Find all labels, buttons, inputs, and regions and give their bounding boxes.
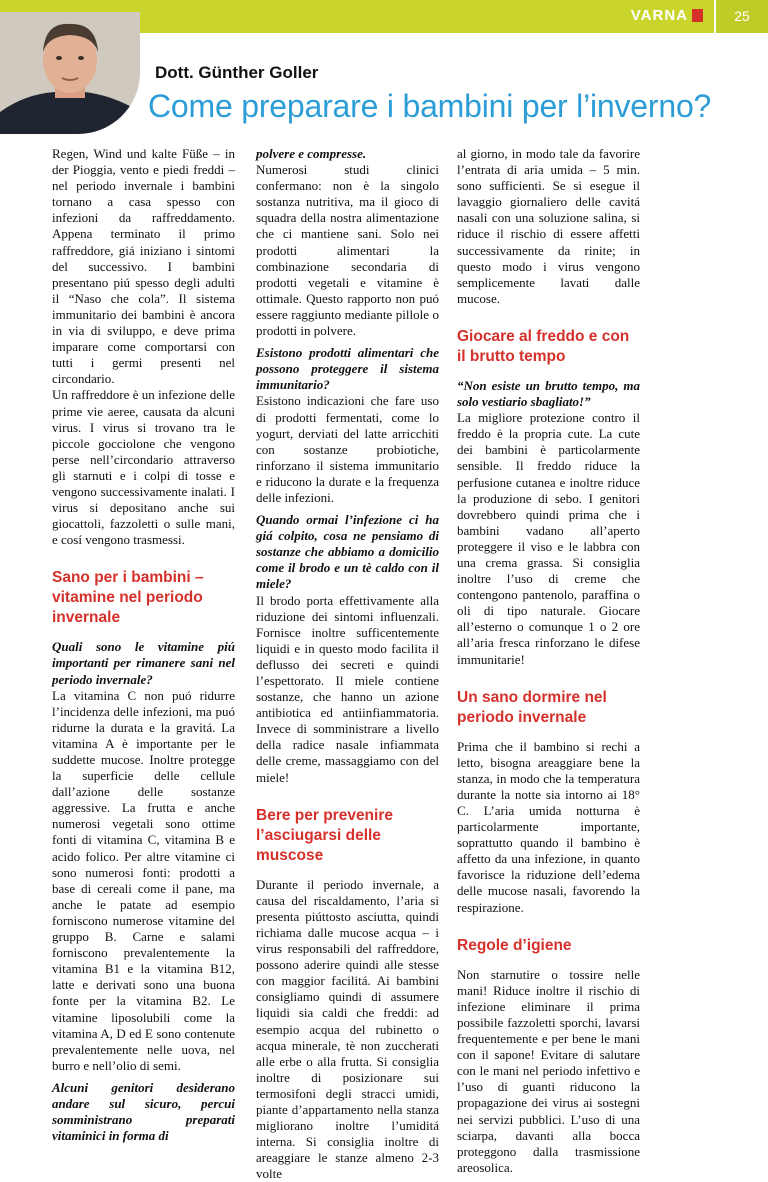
author-photo <box>0 12 140 134</box>
question: “Non esiste un brutto tempo, ma solo vestiario sbagliato!” <box>457 377 640 410</box>
author-portrait-icon <box>0 12 140 134</box>
brand-mark-icon <box>692 9 703 22</box>
paragraph: Non starnutire o tossire nelle mani! Riduce inoltre il rischio di infezione eliminare il prima possibile fazzoletti sporchi, lavarsi frequentemente e per bene le mani con il sapone! Evitare di salutare con le mani nel periodo infettivo e l’uso di guanti riducono la propagazione dei virus ai sostegni nei servizi pubblici. L’uso di una sciarpa, davanti alla bocca proteggono dalla trasmissione areosolica. <box>457 966 640 1175</box>
column-2 <box>256 146 439 1182</box>
page-number: 25 <box>714 0 768 33</box>
section-heading: Regole d’igiene <box>457 936 572 954</box>
paragraph: La migliore protezione contro il freddo è la propria cute. La cute dei bambini è particolarmente sensible. Il freddo riduce la perfusione cutanea e inoltre riduce la produzione di sebo. I genitori dovrebbero quindi prima che i bambini vadano all’aperto proteggere il viso e le labbra con una crema grassa. Si consiglia inoltre l’uso di creme che contengono pantenolo, paraffina o oli di tipo naturale. Giocare all’esterno o comunque 1 o 2 ore all’aria fresca rinforzano le difese immunitarie! <box>457 410 640 667</box>
section-heading: Sano per i bambini – vitamine nel periodo invernale <box>52 569 204 627</box>
question: Esistono prodotti alimentari che possono proteggere il sistema immunitario? <box>256 345 439 393</box>
question: Quali sono le vitamine piú importanti per rimanere sani nel periodo invernale? <box>52 639 235 687</box>
paragraph: al giorno, in modo tale da favorire l’entrata di aria umida – 5 min. sono sufficienti. Se si esegue il lavaggio giornaliero delle cavitá nasali con una soluzione salina, si riduce il rischio di essere affetti successivamente da rinite; in questo modo i virus vengono semplicemente lavati dalle mucose. <box>457 146 640 306</box>
author-name: Dott. Günther Goller <box>155 63 319 82</box>
section-heading: Bere per prevenire l’asciugarsi delle muscose <box>256 806 393 864</box>
question: polvere e compresse. <box>256 146 367 161</box>
brand-logo: VARNA <box>630 7 688 24</box>
section-heading: Giocare al freddo e con il brutto tempo <box>457 327 630 365</box>
paragraph: Esistono indicazioni che fare uso di prodotti fermentati, come lo yogurt, derviati del latte arricchiti con sostanze probiotiche, rinforzano il sistema immunitario e riducono la durate e la frequenza delle infezioni. <box>256 393 439 505</box>
paragraph: Prima che il bambino si rechi a letto, bisogna areaggiare bene la stanza, in modo che la temperatura durante la notte sia intorno ai 18° C. L’aria umida notturna è particolarmente importante, soprattutto quando il bambino è affetto da una infezione, in quanto favorisce la riduzione dell’edema delle mucose nasali, favorendo la respirazione. <box>457 738 640 915</box>
column-3 <box>457 146 640 1176</box>
paragraph: Un raffreddore è un infezione delle prime vie aeree, causata da alcuni virus. I virus si trovano tra le piccole gocciolone che vengono perse nell’circondario attraverso gli starnuti e i colpi di tosse e vengono successivamente inalati. I virus si depositano anche sui giocattoli, fazzoletti o sulle mani, e cosí vengono trasmessi. <box>52 387 235 548</box>
paragraph: Regen, Wind und kalte Füße – in der Pioggia, vento e piedi freddi – nel periodo invernale i bambini tornano a casa spesso con infezioni da raffreddamento. Appena terminato il primo raffreddore, giá iniziano i sintomi del successivo. I bambini presentano piú spesso degli adulti il “Naso che cola”. Il sistema immunitario dei bambini è ancora in via di sviluppo, e deve prima imparare come comportarsi con tutti i germi presenti nel circondario. <box>52 146 235 387</box>
paragraph: La vitamina C non puó ridurre l’incidenza delle infezioni, ma puó ridurne la durata e la gravitá. La vitamina A è importante per le suddette mucose. Inoltre protegge la superficie delle cellule dall’azione delle sostanze aggressive. La frutta e anche numerosi vegetali sono ottime fonti di vitamina C, vitamina B e acido folico. Per altre vitamine ci sono numerosi fonti: prodotti a base di cereali come il pane, ma anche le patate ad esempio forniscono numerose vitamine del gruppo B. Carne e salami forniscono prevalentemente la vitamina B1 e la vitamina B12, latte e derivati sono una buona fonte per la vitamina B2. Le vitamine liposolubili come la vitamina A, D ed E sono contenute prevalentemente nelle uova, nel burro e nell’olio di semi. <box>52 687 235 1073</box>
paragraph: Il brodo porta effettivamente alla riduzione dei sintomi influenzali. Fornisce inoltre sufficentemente liquidi e in questo modo facilita il deflusso dei secreti e quindi l’espettorato. Il miele contiene sostanze, che hanno un azione antibiotica ed antiinfiammatoria. Invece di somministrare a livello della radice nasale infiammata delle creme, massaggiamo con del miele! <box>256 592 439 785</box>
article-title: Come preparare i bambini per l’inverno? <box>148 88 712 124</box>
column-1 <box>52 146 235 1144</box>
question: Alcuni genitori desiderano andare sul sicuro, percui somministrano preparati vitaminici in forma di <box>52 1079 235 1144</box>
paragraph: Durante il periodo invernale, a causa del riscaldamento, l’aria si presenta piúttosto asciutta, quindi richiama dalle mucose acqua – i virus responsabili del raffreddore, possono aderire quindi alle stesse con maggior facilitá. Ai bambini consigliamo quindi di assumere liquidi sia caldi che freddi: ad esempio acqua del rubinetto o acqua minerale, tè non zuccherati alle erbe o alla frutta. Si consiglia inoltre di posizionare sui termosifoni degli stracci umidi, piante d’appartamento nella stanza migliorano inoltre l’umiditá interna. Si consiglia inoltre di areaggiare le stanze almeno 2-3 volte <box>256 876 439 1182</box>
section-heading: Un sano dormire nel periodo invernale <box>457 688 607 726</box>
question: Quando ormai l’infezione ci ha giá colpito, cosa ne pensiamo di sostanze che abbiamo a domicilio come il brodo e un tè caldo con il miele? <box>256 512 439 592</box>
paragraph: Numerosi studi clinici confermano: non è la singolo sostanza nutritiva, ma il gioco di squadra della nostra alimentazione che ci mantiene sani. Solo nei prodotti alimentari la combinazione secondaria di prodotti vegetali e vitamine è ottimale. Questo rapporto non puó essere raggiunto mediante pillole o prodotti in polvere. <box>256 162 439 339</box>
